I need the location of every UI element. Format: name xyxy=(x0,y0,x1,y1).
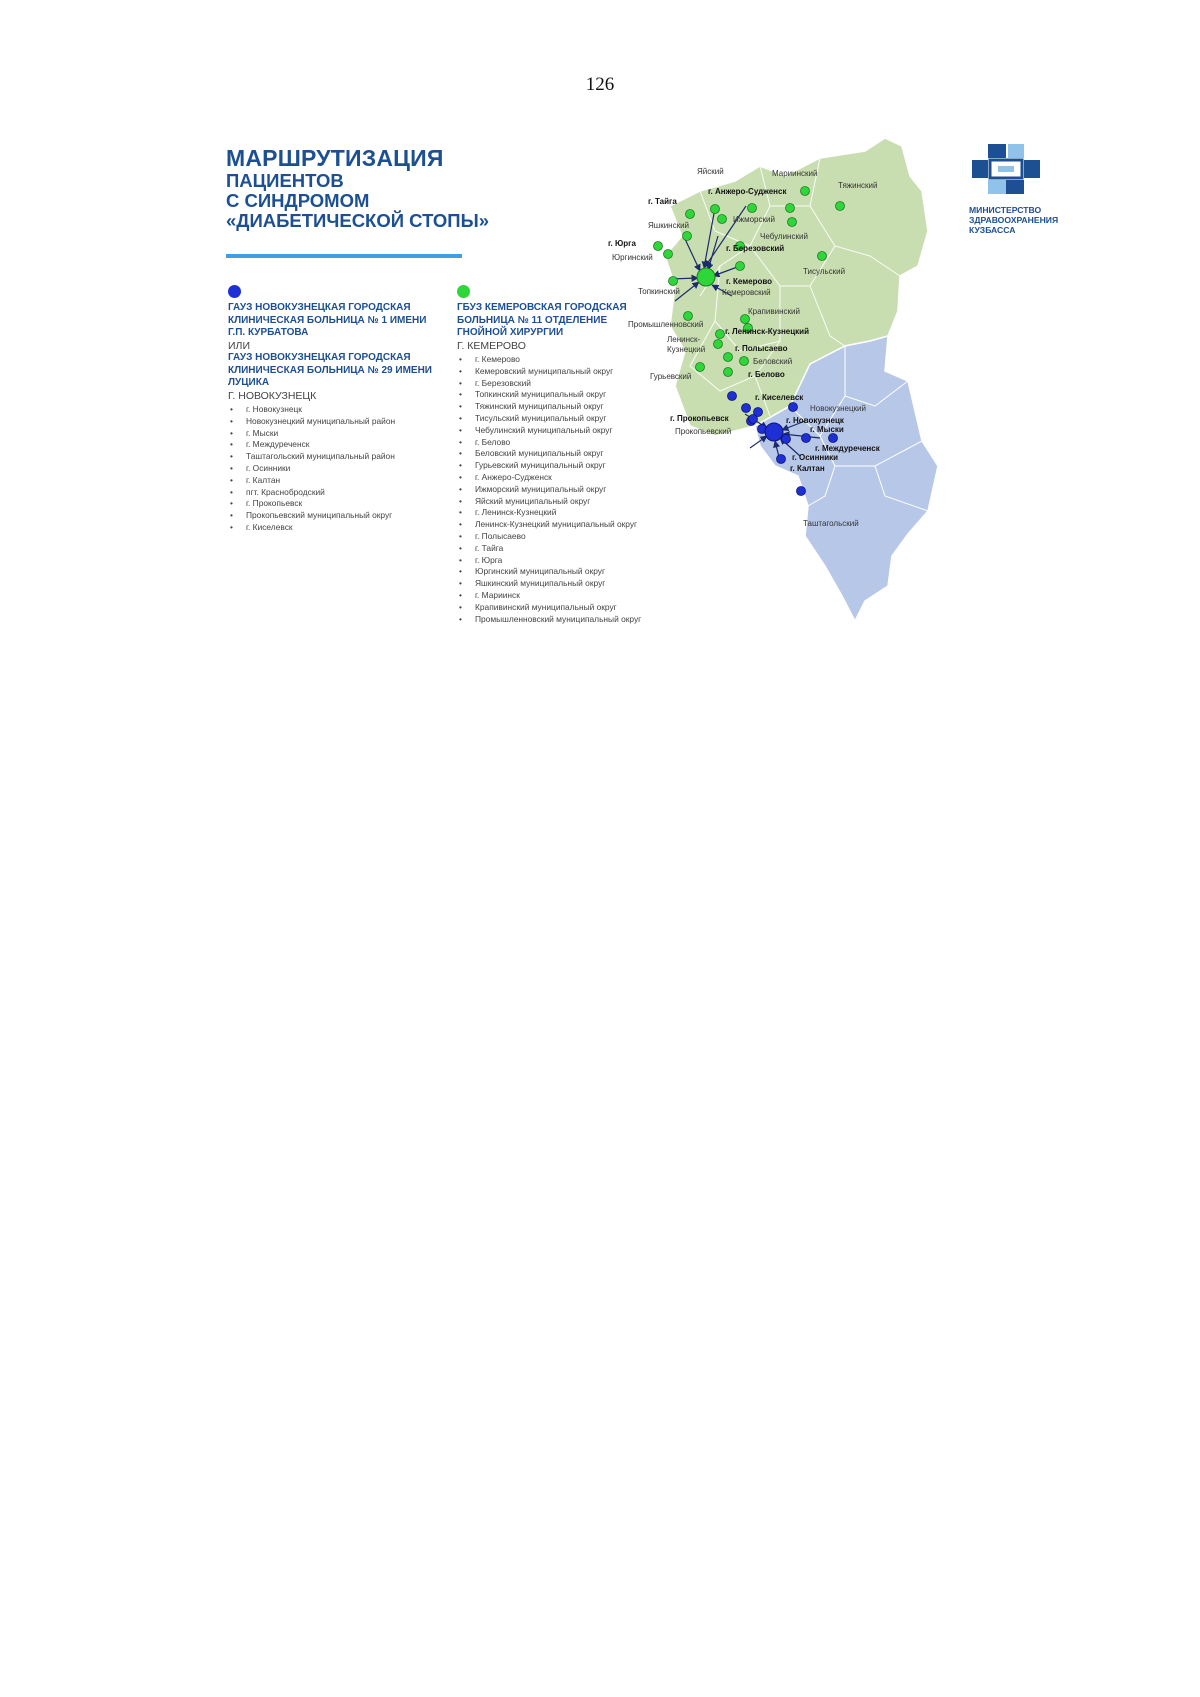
list-item: • Юргинский муниципальный округ xyxy=(457,566,657,578)
city-label: Г. НОВОКУЗНЕЦК xyxy=(228,389,317,402)
territory-list xyxy=(457,354,657,625)
list-item: • Прокопьевский муниципальный округ xyxy=(228,510,438,522)
list-item: • Гурьевский муниципальный округ xyxy=(457,460,657,472)
map-label: г. Новокузнецк xyxy=(786,416,844,425)
title-line-4: «ДИАБЕТИЧЕСКОЙ СТОПЫ» xyxy=(226,209,490,231)
list-item: • пгт. Краснобродский xyxy=(228,487,438,499)
list-item: • Топкинский муниципальный округ xyxy=(457,389,657,401)
map-label: г. Осинники xyxy=(792,453,839,462)
list-item: • г. Кемерово xyxy=(457,354,657,366)
page-number: 126 xyxy=(585,74,615,95)
kemerovo-routing-column xyxy=(457,285,657,625)
list-item: • г. Ленинск-Кузнецкий xyxy=(457,507,657,519)
list-item: • Кемеровский муниципальный округ xyxy=(457,366,657,378)
list-item: • Беловский муниципальный округ xyxy=(457,448,657,460)
page-title xyxy=(226,146,489,231)
list-item: • г. Юрга xyxy=(457,555,657,567)
logo-line-3: КУЗБАССА xyxy=(969,225,1016,235)
map-label: Ленинск- xyxy=(667,335,701,344)
map-label: г. Тайга xyxy=(648,197,677,206)
map-label: г. Юрга xyxy=(608,239,636,248)
list-item: • Чебулинский муниципальный округ xyxy=(457,425,657,437)
map-label: г. Междуреченск xyxy=(815,444,880,453)
kemerovo-hub-marker xyxy=(697,268,715,286)
title-line-2: ПАЦИЕНТОВ xyxy=(226,169,344,191)
novokuznetsk-hub-marker xyxy=(765,423,783,441)
map-label: Тисульский xyxy=(803,267,846,276)
map-label: Чебулинский xyxy=(760,232,808,241)
list-item: • г. Анжеро-Судженск xyxy=(457,472,657,484)
title-line-3: С СИНДРОМОМ xyxy=(226,189,370,211)
hospital-name: ГБУЗ КЕМЕРОВСКАЯ ГОРОДСКАЯ БОЛЬНИЦА № 11 ОТДЕЛЕНИЕ ГНОЙНОЙ ХИРУРГИИ xyxy=(457,302,627,338)
city-label: Г. КЕМЕРОВО xyxy=(457,339,526,352)
list-item: • Тисульский муниципальный округ xyxy=(457,413,657,425)
map-label: г. Мыски xyxy=(810,425,844,434)
map-label: Кемеровский xyxy=(722,288,771,297)
map-label: Таштагольский xyxy=(803,519,859,528)
map-label: г. Березовский xyxy=(726,244,785,253)
list-item: • Яйский муниципальный округ xyxy=(457,496,657,508)
map-label: Юргинский xyxy=(612,253,653,262)
map-label: г. Прокопьевск xyxy=(670,414,729,423)
or-label: ИЛИ xyxy=(228,339,250,352)
map-label: г. Полысаево xyxy=(735,344,788,353)
list-item: • Тяжинский муниципальный округ xyxy=(457,401,657,413)
list-item: • г. Мариинск xyxy=(457,590,657,602)
title-underline xyxy=(226,254,462,258)
list-item: • Новокузнецкий муниципальный район xyxy=(228,416,438,428)
map-label: г. Кемерово xyxy=(726,277,773,286)
ministry-name xyxy=(969,205,1058,235)
list-item: • г. Осинники xyxy=(228,463,438,475)
map-label: Крапивинский xyxy=(748,307,800,316)
list-item: • г. Тайга xyxy=(457,543,657,555)
map-label: г. Калтан xyxy=(790,464,825,473)
map-label: Кузнецкий xyxy=(667,345,706,354)
title-line-1: МАРШРУТИЗАЦИЯ xyxy=(226,145,444,171)
list-item: • г. Мыски xyxy=(228,428,438,440)
map-label: Топкинский xyxy=(638,287,680,296)
map-label: Мариинский xyxy=(772,169,818,178)
map-label: Ижморский xyxy=(733,215,775,224)
green-dot-marker-icon xyxy=(457,285,470,298)
map-label: Беловский xyxy=(753,357,793,366)
kuzbass-routing-map xyxy=(608,136,970,636)
list-item: • Ижморский муниципальный округ xyxy=(457,484,657,496)
map-label: Новокузнецкий xyxy=(810,404,866,413)
hospital-2-name: ГАУЗ НОВОКУЗНЕЦКАЯ ГОРОДСКАЯ КЛИНИЧЕСКАЯ БОЛЬНИЦА № 29 ИМЕНИ ЛУЦИКА xyxy=(228,352,432,388)
list-item: • Таштагольский муниципальный район xyxy=(228,451,438,463)
list-item: • г. Новокузнецк xyxy=(228,404,438,416)
hospital-1-name: ГАУЗ НОВОКУЗНЕЦКАЯ ГОРОДСКАЯ КЛИНИЧЕСКАЯ БОЛЬНИЦА № 1 ИМЕНИ Г.П. КУРБАТОВА xyxy=(228,302,427,338)
map-label: Промышленновский xyxy=(628,320,704,329)
blue-dot-marker-icon xyxy=(228,285,241,298)
list-item: • г. Полысаево xyxy=(457,531,657,543)
list-item: • Яшкинский муниципальный округ xyxy=(457,578,657,590)
logo-line-2: ЗДРАВООХРАНЕНИЯ xyxy=(969,215,1059,225)
logo-line-1: МИНИСТЕРСТВО xyxy=(969,205,1042,215)
novokuznetsk-routing-column xyxy=(228,285,438,534)
map-label: г. Белово xyxy=(748,370,785,379)
map-label: Яйский xyxy=(697,167,724,176)
list-item: • г. Прокопьевск xyxy=(228,498,438,510)
map-label: Прокопьевский xyxy=(675,427,732,436)
map-label: Гурьевский xyxy=(650,372,692,381)
list-item: • Промышленновский муниципальный округ xyxy=(457,614,657,626)
map-label: Яшкинский xyxy=(648,221,690,230)
map-label: Тяжинский xyxy=(838,181,878,190)
territory-list xyxy=(228,404,438,534)
ministry-cross-logo-icon xyxy=(968,140,1048,200)
list-item: • г. Белово xyxy=(457,437,657,449)
list-item: • г. Березовский xyxy=(457,378,657,390)
list-item: • г. Калтан xyxy=(228,475,438,487)
list-item: • Ленинск-Кузнецкий муниципальный округ xyxy=(457,519,657,531)
list-item: • Крапивинский муниципальный округ xyxy=(457,602,657,614)
map-label: г. Киселевск xyxy=(755,393,804,402)
map-label: г. Анжеро-Судженск xyxy=(708,187,787,196)
map-label: г. Ленинск-Кузнецкий xyxy=(725,327,809,336)
list-item: • г. Междуреченск xyxy=(228,439,438,451)
list-item: • г. Киселевск xyxy=(228,522,438,534)
